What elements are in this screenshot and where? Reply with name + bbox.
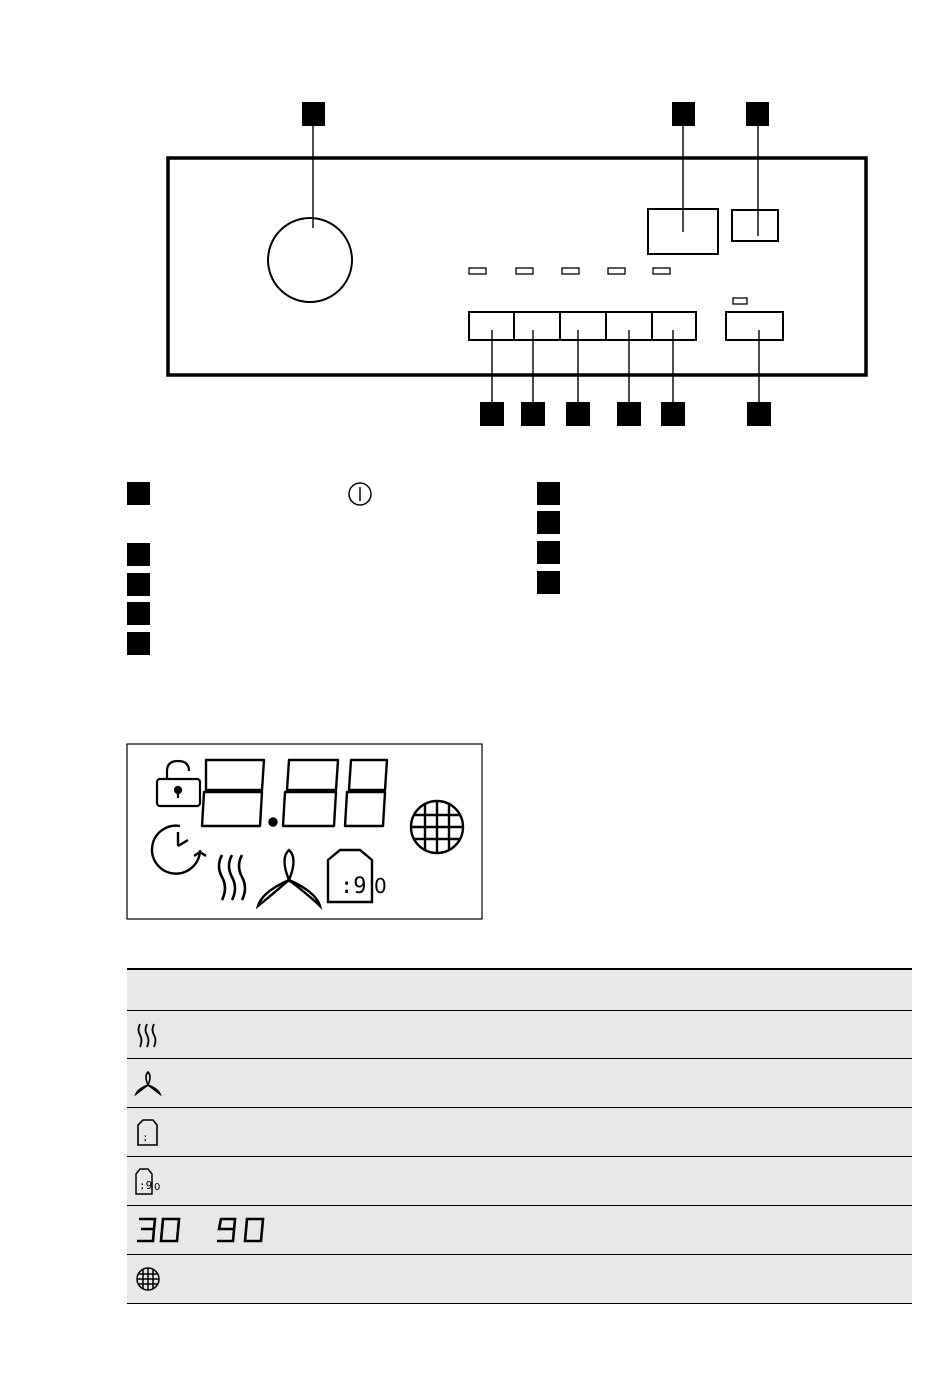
grid-drum-icon bbox=[133, 1255, 163, 1303]
legend-marker-right-1 bbox=[537, 482, 560, 505]
heat-waves-icon bbox=[133, 1011, 163, 1058]
svg-text:0: 0 bbox=[154, 1182, 161, 1193]
table-row bbox=[127, 1206, 912, 1255]
legend-marker-right-2 bbox=[537, 511, 560, 534]
grid-drum-icon bbox=[411, 801, 463, 853]
led-6 bbox=[733, 298, 747, 304]
svg-text:0: 0 bbox=[374, 874, 387, 898]
legend-marker-left-3 bbox=[127, 573, 150, 596]
display-digits bbox=[202, 760, 387, 826]
start-pause-button bbox=[732, 210, 778, 241]
program-knob bbox=[268, 218, 352, 302]
led-3 bbox=[562, 268, 579, 274]
legend-marker-right-4 bbox=[537, 571, 560, 594]
heat-waves-icon bbox=[219, 855, 245, 900]
legend-marker-left-5 bbox=[127, 632, 150, 655]
fan-icon bbox=[133, 1059, 163, 1107]
table-row bbox=[127, 1157, 912, 1206]
callout-marker-1 bbox=[302, 102, 325, 126]
table-row bbox=[127, 1011, 912, 1059]
legend-marker-left-4 bbox=[127, 602, 150, 625]
led-5 bbox=[653, 268, 670, 274]
callout-marker-2 bbox=[672, 102, 695, 126]
control-panel-outline bbox=[168, 158, 866, 375]
callout-marker-4 bbox=[480, 402, 504, 426]
legend-marker-right-3 bbox=[537, 541, 560, 564]
legend-marker-left-2 bbox=[127, 543, 150, 566]
option-button-3 bbox=[560, 312, 606, 340]
unlock-icon bbox=[157, 761, 200, 806]
callout-marker-3 bbox=[746, 102, 769, 126]
power-symbol-icon bbox=[349, 483, 371, 505]
table-header-row bbox=[127, 968, 912, 1011]
led-4 bbox=[608, 268, 625, 274]
callout-marker-6 bbox=[566, 402, 590, 426]
symbol-table bbox=[127, 968, 912, 1304]
callout-marker-8 bbox=[661, 402, 685, 426]
fan-icon bbox=[258, 850, 320, 906]
delay-start-icon bbox=[152, 826, 206, 874]
option-button-2 bbox=[514, 312, 560, 340]
option-button-6 bbox=[726, 312, 783, 340]
digits-icon bbox=[133, 1206, 273, 1254]
table-row bbox=[127, 1255, 912, 1304]
callout-marker-7 bbox=[617, 402, 641, 426]
garment-timer-icon bbox=[328, 850, 387, 902]
callout-marker-9 bbox=[747, 402, 771, 426]
callout-marker-5 bbox=[521, 402, 545, 426]
led-2 bbox=[516, 268, 533, 274]
table-row bbox=[127, 1059, 912, 1108]
garment-icon bbox=[133, 1108, 163, 1156]
option-button-5 bbox=[652, 312, 696, 340]
svg-text::9: :9 bbox=[139, 1179, 153, 1192]
svg-text::9: :9 bbox=[340, 874, 367, 899]
led-1 bbox=[469, 268, 486, 274]
table-row bbox=[127, 1108, 912, 1157]
garment-timer-icon bbox=[133, 1157, 163, 1205]
svg-text::: : bbox=[142, 1131, 149, 1144]
legend-marker-left-1 bbox=[127, 482, 150, 505]
